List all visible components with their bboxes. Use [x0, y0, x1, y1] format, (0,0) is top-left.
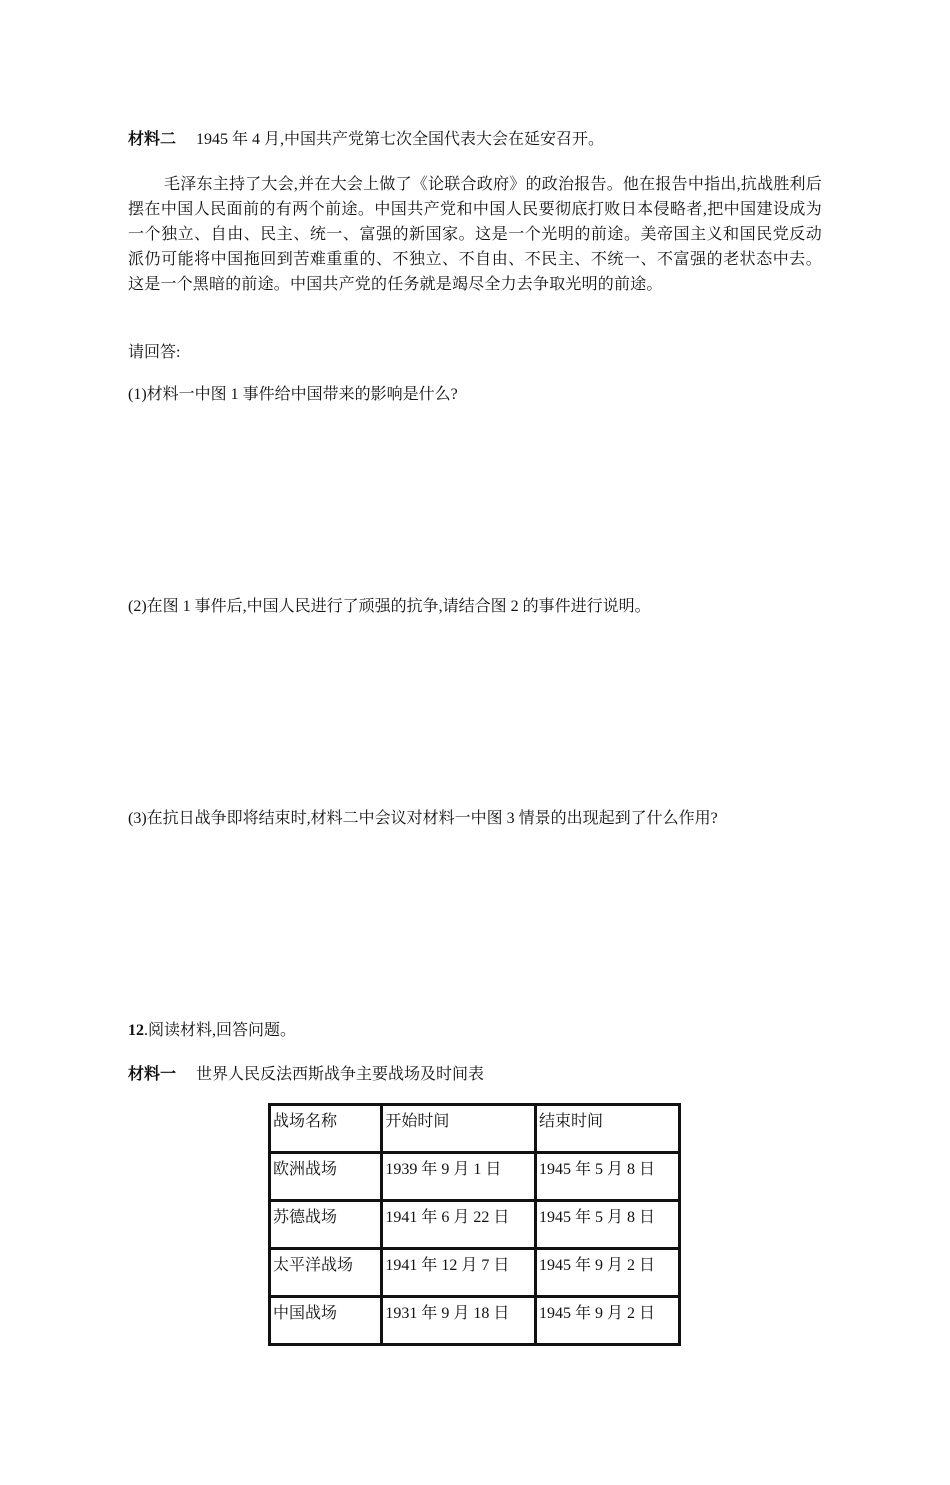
question-3: (3)在抗日战争即将结束时,材料二中会议对材料一中图 3 情景的出现起到了什么作用? — [128, 810, 718, 827]
table-cell: 1939 年 9 月 1 日 — [382, 1153, 536, 1201]
question-12-number: 12 — [128, 1022, 144, 1039]
material2-heading: 1945 年 4 月,中国共产党第七次全国代表大会在延安召开。 — [196, 131, 605, 148]
question-12-text: .阅读材料,回答问题。 — [144, 1022, 297, 1039]
material1-caption: 世界人民反法西斯战争主要战场及时间表 — [196, 1066, 485, 1083]
table-cell: 苏德战场 — [270, 1201, 382, 1249]
table-row — [270, 1297, 680, 1345]
table-cell: 太平洋战场 — [270, 1249, 382, 1297]
table-row — [270, 1153, 680, 1201]
question-2: (2)在图 1 事件后,中国人民进行了顽强的抗争,请结合图 2 的事件进行说明。 — [128, 598, 651, 615]
table-cell: 1931 年 9 月 18 日 — [382, 1297, 536, 1345]
question-1: (1)材料一中图 1 事件给中国带来的影响是什么? — [128, 386, 458, 403]
battlefield-table — [268, 1103, 681, 1346]
table-cell: 1945 年 9 月 2 日 — [536, 1249, 680, 1297]
question-12 — [128, 1018, 822, 1043]
table-row — [270, 1249, 680, 1297]
table-header-cell: 开始时间 — [382, 1105, 536, 1153]
table-header-cell: 战场名称 — [270, 1105, 382, 1153]
table-row — [270, 1201, 680, 1249]
table-cell: 1941 年 12 月 7 日 — [382, 1249, 536, 1297]
material1-label: 材料一 — [128, 1066, 177, 1083]
material2-body: 毛泽东主持了大会,并在大会上做了《论联合政府》的政治报告。他在报告中指出,抗战胜利后摆在中国人民面前的有两个前途。中国共产党和中国人民要彻底打败日本侵略者,把中国建设成为一个独立、自由、民主、统一、富强的新国家。这是一个光明的前途。美帝国主义和国民党反动派仍可能将中国拖回到苦难重重的、不独立、不自由、不民主、不统一、不富强的老状态中去。这是一个黑暗的前途。中国共产党的任务就是竭尽全力去争取光明的前途。 — [128, 176, 822, 293]
table-cell: 1945 年 9 月 2 日 — [536, 1297, 680, 1345]
table-cell: 欧洲战场 — [270, 1153, 382, 1201]
table-cell: 1941 年 6 月 22 日 — [382, 1201, 536, 1249]
material2-label: 材料二 — [128, 131, 177, 148]
material1-heading-line — [128, 1062, 822, 1087]
answer-prompt: 请回答: — [128, 344, 181, 361]
table-cell: 1945 年 5 月 8 日 — [536, 1201, 680, 1249]
table-cell: 中国战场 — [270, 1297, 382, 1345]
table-header-row — [270, 1105, 680, 1153]
material2-heading-line — [128, 127, 822, 152]
table-header-cell: 结束时间 — [536, 1105, 680, 1153]
table-cell: 1945 年 5 月 8 日 — [536, 1153, 680, 1201]
